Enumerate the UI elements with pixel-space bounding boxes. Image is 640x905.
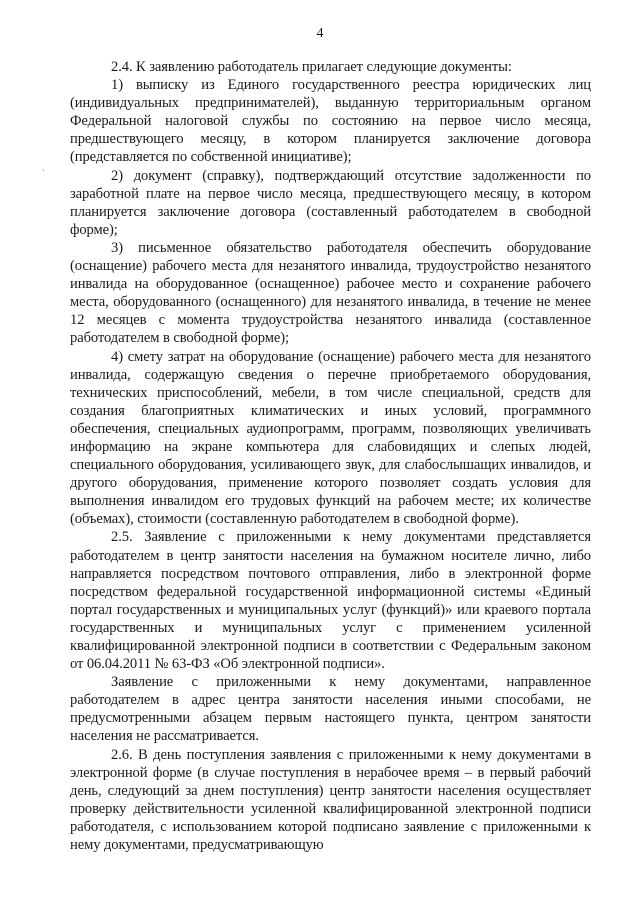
paragraph-2-5-note: Заявление с приложенными к нему документами, направленное работодателем в адрес центра занятости населения иными способами, не предусмотренными абзацем первым настоящего пункта, центром занятости населения не рассматривается. [70,674,591,745]
margin-mark: · [42,166,45,175]
paragraph-item-2: 2) документ (справку), подтверждающий отсутствие задолженности по заработной плате на первое число месяца, предшествующего месяцу, в котором планируется заключение договора (составленный работодателем в свободной форме); [70,167,591,238]
paragraph-2-4-heading: 2.4. К заявлению работодатель прилагает следующие документы: [111,59,512,75]
paragraph-item-1: 1) выписку из Единого государственного реестра юридических лиц (индивидуальных предпринимателей), выданную территориальным органом Федеральной налоговой службы по состоянию на первое число месяца, предшествующего месяцу, в котором планируется заключение договора (представляется по собственной инициативе); [70,77,591,166]
paragraph-item-4: 4) смету затрат на оборудование (оснащение) рабочего места для незанятого инвалида, содержащую сведения о перечне приобретаемого оборудования, технических приспособлений, мебели, в том числе специальной, средств для создания благоприятных климатических и иных условий, программного обеспечения, специальных аудиопрограмм, программ, позволяющих увеличивать информацию на экране компьютера для слабовидящих и слепых людей, специального оборудования, усиливающего звук, для слабослышащих инвалидов, и другого оборудования, применение которого позволяет создать условия для выполнения инвалидом его трудовых функций на рабочем месте; их количестве (объемах), стоимости (составленную работодателем в свободной форме). [70,348,591,528]
paragraph-2-6: 2.6. В день поступления заявления с приложенными к нему документами в электронной форме (в случае поступления в нерабочее время – в первый рабочий день, следующий за днем поступления) центр занятости населения осуществляет проверку действительности усиленной квалифицированной электронной подписи работодателя, с использованием которой подписано заявление с приложенными к нему документами, предусматривающую [70,746,591,854]
paragraph-2-5: 2.5. Заявление с приложенными к нему документами представляется работодателем в центр занятости населения на бумажном носителе лично, либо направляется посредством почтового отправления, либо в электронной форме посредством федеральной государственной информационной системы «Единый портал государственных и муниципальных услуг (функций)» или краевого портала государственных и муниципальных услуг с применением усиленной квалифицированной электронной подписи в соответствии с Федеральным законом от 06.04.2011 № 63-ФЗ «Об электронной подписи». [70,529,591,673]
paragraph-item-3: 3) письменное обязательство работодателя обеспечить оборудование (оснащение) рабочего места для незанятого инвалида, трудоустройство незанятого инвалида на оборудованное (оснащенное) рабочее место и сохранение рабочего места, оборудованного (оснащенного) для незанятого инвалида, в течение не менее 12 месяцев с момента трудоустройства незанятого инвалида (составленное работодателем в свободной форме); [70,239,591,347]
document-body [70,58,591,854]
page-number: 4 [316,26,324,41]
